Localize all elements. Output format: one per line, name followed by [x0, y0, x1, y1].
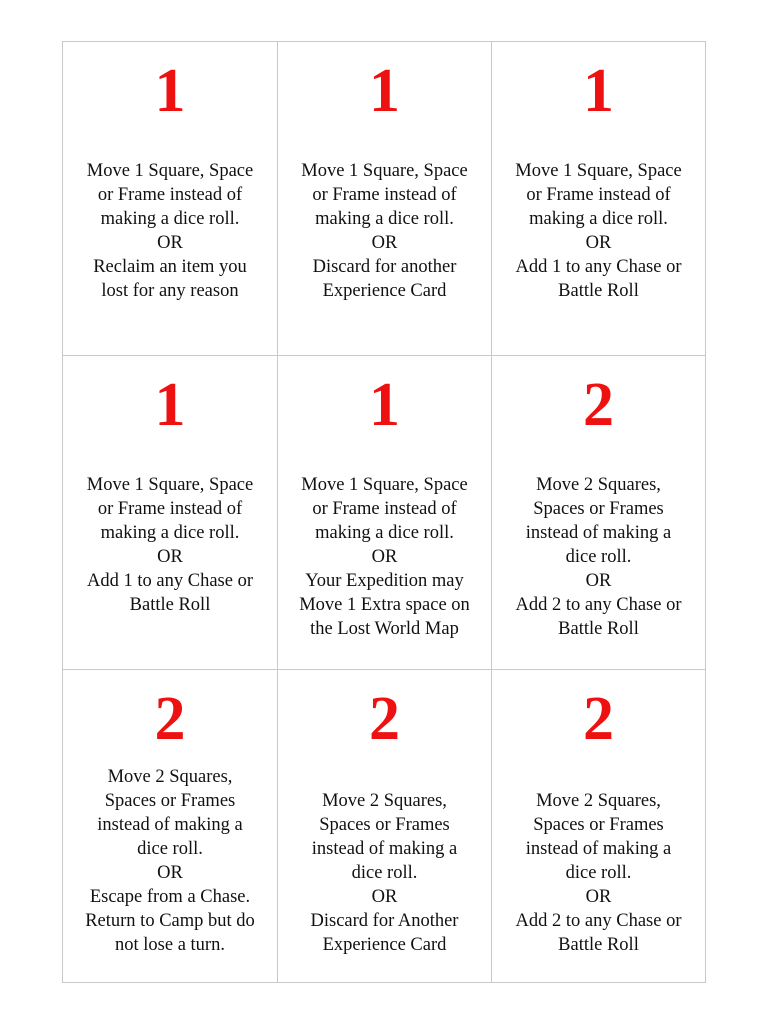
card-text-line: Move 1 Square, Space — [301, 475, 468, 495]
card-body — [498, 159, 699, 329]
card-text-line: making a dice roll. — [100, 209, 240, 229]
card-text-line: Add 1 to any Chase or — [87, 571, 253, 591]
experience-card — [63, 356, 278, 670]
card-text-line: Return to Camp but do — [85, 910, 255, 931]
card-text — [515, 159, 681, 303]
card-text-line: Add 1 to any Chase or — [515, 257, 682, 277]
card-text-line: Move 2 Squares, — [322, 791, 447, 811]
card-text-line: OR — [585, 887, 612, 907]
card-value: 1 — [154, 371, 186, 439]
card-text-line: Spaces or Frames — [533, 815, 664, 835]
card-text-line: instead of making a — [525, 839, 672, 859]
card-text-line: Spaces or Frames — [104, 790, 236, 811]
card-text-line: Discard for another — [312, 257, 457, 277]
card-text — [516, 473, 682, 641]
card-text — [85, 765, 255, 957]
card-value: 2 — [154, 685, 186, 753]
card-text-line: the Lost World Map — [310, 619, 459, 639]
card-text-line: OR — [157, 862, 183, 883]
card-text — [301, 159, 467, 303]
card-text-line: making a dice roll. — [529, 209, 668, 229]
card-value: 1 — [583, 57, 614, 125]
card-body — [498, 789, 699, 956]
card-body — [69, 473, 271, 643]
card-body — [69, 765, 271, 956]
card-text-line: instead of making a — [97, 814, 243, 835]
card-text-line: OR — [371, 887, 398, 907]
card-text-line: OR — [585, 233, 612, 253]
card-text — [516, 789, 682, 957]
card-text-line: Move 1 Extra space on — [299, 595, 470, 615]
card-text — [299, 473, 470, 641]
card-body — [498, 473, 699, 643]
card-text-line: lost for any reason — [101, 281, 239, 301]
experience-card — [492, 42, 705, 356]
card-value: 2 — [583, 371, 614, 439]
card-text-line: Move 1 Square, Space — [86, 161, 254, 181]
card-text-line: dice roll. — [565, 863, 632, 883]
card-text-line: Battle Roll — [558, 619, 639, 639]
card-text-line: instead of making a — [525, 523, 672, 543]
card-value: 2 — [369, 685, 400, 753]
card-text-line: or Frame instead of — [526, 185, 671, 205]
card-text-line: or Frame instead of — [97, 499, 243, 519]
card-text-line: instead of making a — [311, 839, 458, 859]
card-text-line: Battle Roll — [558, 281, 639, 301]
card-text-line: Move 2 Squares, — [536, 791, 661, 811]
card-text-line: or Frame instead of — [97, 185, 243, 205]
card-text-line: Discard for Another — [310, 911, 459, 931]
card-text-line: OR — [585, 571, 612, 591]
card-text-line: Experience Card — [322, 935, 447, 955]
card-sheet — [62, 41, 706, 983]
card-text-line: not lose a turn. — [115, 934, 225, 955]
experience-card — [278, 670, 492, 982]
card-body — [284, 789, 485, 956]
card-text-line: dice roll. — [137, 838, 203, 859]
card-text-line: Move 2 Squares, — [107, 766, 233, 787]
card-value: 1 — [369, 371, 400, 439]
experience-card — [278, 356, 492, 670]
card-text-line: dice roll. — [351, 863, 418, 883]
card-text — [311, 789, 459, 957]
card-text-line: making a dice roll. — [315, 209, 454, 229]
card-text-line: OR — [157, 547, 183, 567]
card-text-line: Battle Roll — [558, 935, 639, 955]
card-text-line: OR — [371, 233, 398, 253]
card-text-line: or Frame instead of — [312, 499, 457, 519]
experience-card — [63, 42, 278, 356]
card-text-line: Move 2 Squares, — [536, 475, 661, 495]
card-body — [284, 159, 485, 329]
card-text-line: Add 2 to any Chase or — [515, 595, 682, 615]
card-text-line: Battle Roll — [129, 595, 211, 615]
experience-card — [492, 356, 705, 670]
card-value: 2 — [583, 685, 614, 753]
card-text-line: or Frame instead of — [312, 185, 457, 205]
card-text-line: Spaces or Frames — [319, 815, 450, 835]
card-value: 1 — [154, 57, 186, 125]
card-body — [284, 473, 485, 643]
experience-card — [492, 670, 705, 982]
experience-card — [278, 42, 492, 356]
card-text-line: making a dice roll. — [315, 523, 454, 543]
card-text-line: OR — [157, 233, 183, 253]
card-text — [87, 159, 253, 303]
card-text-line: Move 1 Square, Space — [301, 161, 468, 181]
card-text-line: making a dice roll. — [100, 523, 240, 543]
card-text-line: Spaces or Frames — [533, 499, 664, 519]
card-text-line: Move 1 Square, Space — [515, 161, 682, 181]
card-text-line: Your Expedition may — [305, 571, 464, 591]
card-text-line: Escape from a Chase. — [89, 886, 251, 907]
card-text-line: Move 1 Square, Space — [86, 475, 254, 495]
card-body — [69, 159, 271, 329]
card-text-line: dice roll. — [565, 547, 632, 567]
card-text-line: Add 2 to any Chase or — [515, 911, 682, 931]
card-value: 1 — [369, 57, 400, 125]
card-text-line: Reclaim an item you — [93, 257, 247, 277]
experience-card — [63, 670, 278, 982]
card-text — [87, 473, 253, 617]
card-text-line: Experience Card — [322, 281, 447, 301]
card-text-line: OR — [371, 547, 398, 567]
